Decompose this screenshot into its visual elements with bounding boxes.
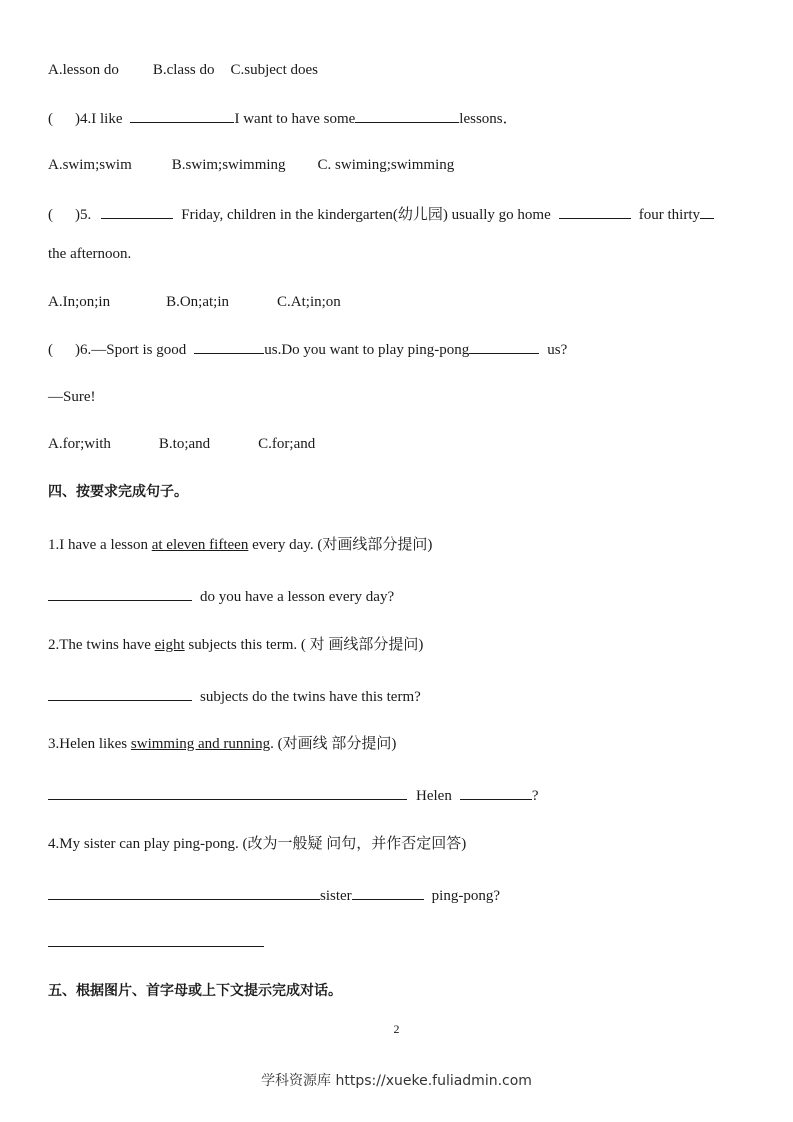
answer-blank[interactable]: [469, 339, 539, 354]
q4-options: [48, 155, 454, 175]
sentence-1: [48, 535, 432, 555]
option-c: C.At;in;on: [277, 294, 341, 310]
sentence-2: [48, 635, 423, 655]
underlined-phrase: eight: [154, 637, 185, 653]
option-c: C.subject does: [230, 62, 319, 78]
question-text-end: us?: [547, 342, 568, 358]
sentence-3: [48, 734, 396, 754]
sentence-text: 3.Helen likes: [48, 736, 131, 752]
q5-options: [48, 292, 341, 312]
section-4-heading: 四、按要求完成句子。: [48, 484, 188, 500]
option-b: B.On;at;in: [166, 294, 230, 310]
question-text: I want to have some: [234, 111, 356, 127]
underlined-phrase: at eleven fifteen: [151, 537, 249, 553]
option-a: A.for;with: [48, 436, 111, 452]
q6-options: [48, 434, 315, 454]
sentence-instruction: every day. (对画线部分提问): [248, 537, 433, 553]
answer-blank[interactable]: [700, 204, 714, 219]
reply-text: —Sure!: [48, 389, 96, 405]
answer-end: ?: [531, 788, 539, 804]
q3-options: [48, 60, 318, 80]
section-5-heading: 五、根据图片、首字母或上下文提示完成对话。: [48, 983, 342, 999]
sentence-2-answer: [48, 686, 421, 707]
option-b: B.class do: [152, 62, 215, 78]
option-a: A.swim;swim: [48, 157, 132, 173]
footer-watermark: 学科资源库 https://xueke.fuliadmin.com: [261, 1073, 532, 1089]
answer-blank[interactable]: [48, 686, 192, 701]
question-text: Friday, children in the kindergarten(幼儿园) usually go home: [181, 207, 551, 223]
sentence-4: 4.My sister can play ping-pong. (改为一般疑 问句，并作否定回答): [48, 836, 467, 852]
option-a: A.In;on;in: [48, 294, 111, 310]
answer-blank[interactable]: [352, 885, 424, 900]
sentence-instruction: . (对画线 部分提问): [270, 736, 397, 752]
question-text-end: lessons．: [459, 111, 518, 127]
answer-blank[interactable]: [355, 108, 459, 123]
answer-end: ping-pong?: [431, 888, 500, 904]
sentence-4-reply: [48, 932, 264, 953]
question-number: )4.I like: [75, 111, 123, 127]
sentence-3-answer: [48, 785, 539, 806]
answer-text: Helen: [416, 788, 452, 804]
question-text-2: four thirty: [638, 207, 700, 223]
answer-text: sister: [320, 888, 352, 904]
answer-blank[interactable]: [101, 204, 173, 219]
answer-blank[interactable]: [460, 785, 532, 800]
sentence-instruction: subjects this term. ( 对 画线部分提问): [184, 637, 424, 653]
question-text-2: us.Do you want to play ping-pong: [264, 342, 470, 358]
question-6: [48, 339, 567, 360]
question-text: )6.—Sport is good: [75, 342, 187, 358]
answer-paren: (: [48, 207, 53, 223]
answer-paren: (: [48, 111, 53, 127]
sentence-1-answer: [48, 586, 394, 607]
answer-text: do you have a lesson every day?: [200, 589, 395, 605]
answer-text: subjects do the twins have this term?: [200, 689, 421, 705]
option-c: C. swiming;swimming: [317, 157, 455, 173]
answer-blank[interactable]: [559, 204, 631, 219]
option-b: B.to;and: [158, 436, 211, 452]
answer-blank[interactable]: [48, 885, 320, 900]
answer-paren: (: [48, 342, 53, 358]
answer-blank[interactable]: [194, 339, 264, 354]
question-4: [48, 108, 518, 129]
answer-blank[interactable]: [48, 586, 192, 601]
option-a: A.lesson do: [48, 62, 119, 78]
answer-blank[interactable]: [48, 932, 264, 947]
sentence-text: 2.The twins have: [48, 637, 155, 653]
question-5: [48, 204, 714, 225]
option-c: C.for;and: [258, 436, 316, 452]
sentence-text: 1.I have a lesson: [48, 537, 152, 553]
page-number: 2: [393, 1022, 400, 1036]
question-5-continued: the afternoon.: [48, 246, 132, 262]
underlined-phrase: swimming and running: [130, 736, 271, 752]
question-number: )5.: [75, 207, 92, 223]
answer-blank[interactable]: [130, 108, 234, 123]
option-b: B.swim;swimming: [171, 157, 286, 173]
answer-blank[interactable]: [48, 785, 407, 800]
sentence-4-answer: [48, 885, 500, 906]
